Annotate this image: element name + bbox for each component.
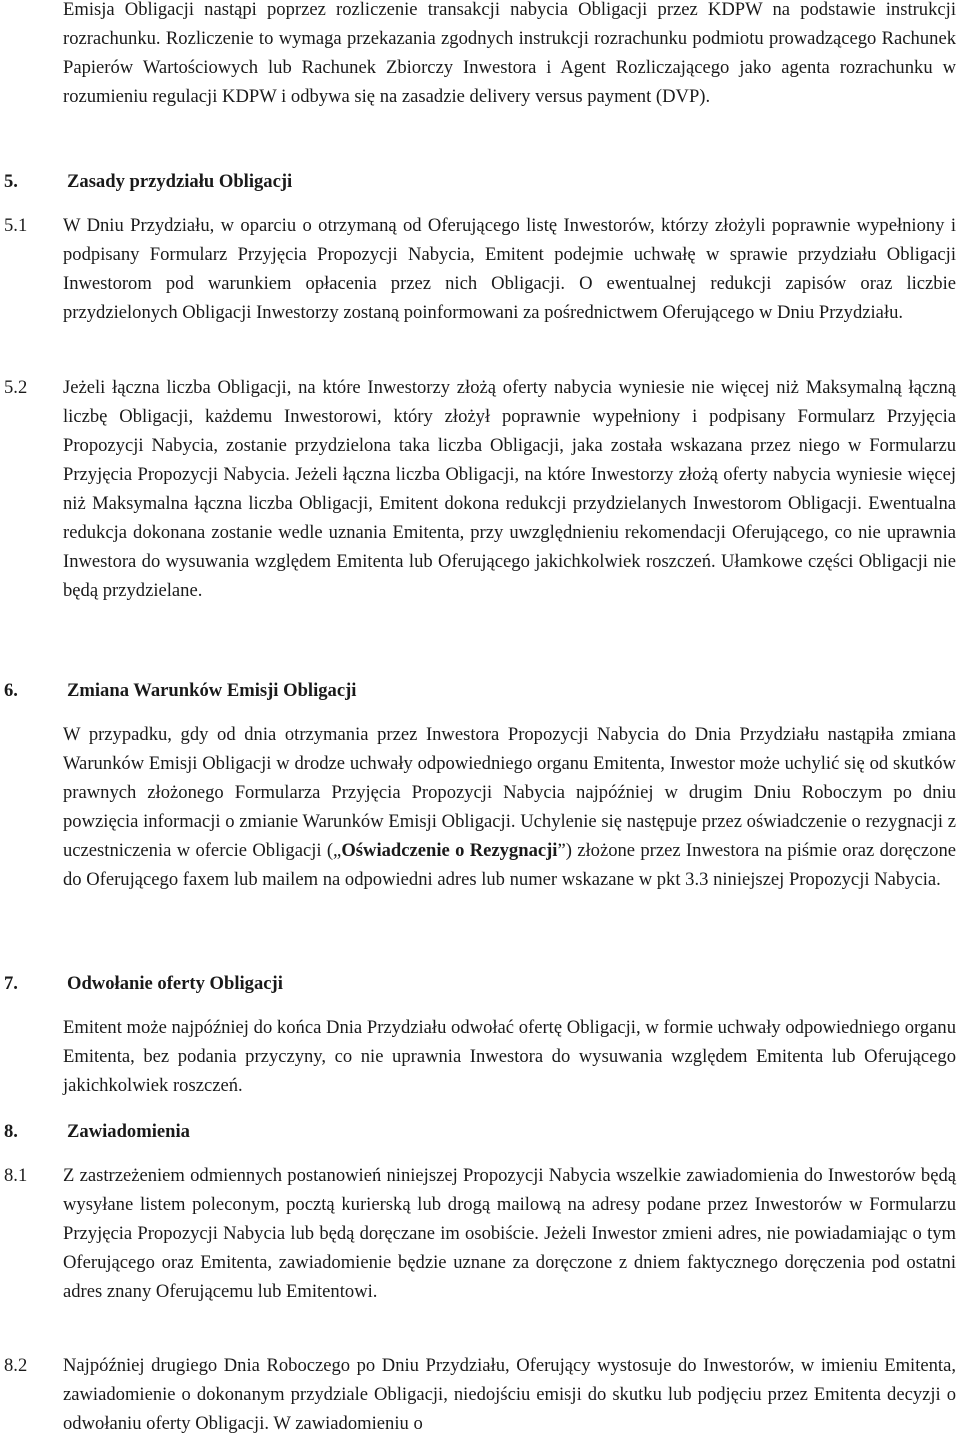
section-5-number: 5. [4, 171, 18, 192]
section-7-paragraph: Emitent może najpóźniej do końca Dnia Przydziału odwołać ofertę Obligacji, w formie uchwały odpowiedniego organu Emitenta, bez podania przyczyny, co nie uprawnia Inwestora do wysuwania względem Emitenta lub Oferującego jakichkolwiek roszczeń. [63, 1017, 956, 1096]
intro-paragraph: Emisja Obligacji nastąpi poprzez rozliczenie transakcji nabycia Obligacji przez KDPW na podstawie instrukcji rozrachunku. Rozliczenie to wymaga przekazania zgodnych instrukcji rozrachunku podmiotu prowadzącego Rachunek Papierów Wartościowych lub Rachunek Zbiorczy Inwestora i Agent Rozliczającego jako agenta rozrachunku w rozumieniu regulacji KDPW i odbywa się na zasadzie delivery versus payment (DVP). [63, 0, 956, 107]
paragraph-5-1-text: W Dniu Przydziału, w oparciu o otrzymaną od Oferującego listę Inwestorów, którzy złożyli poprawnie wypełniony i podpisany Formularz Przyjęcia Propozycji Nabycia, Emitent podejmie uchwałę w sprawie przydziału Obligacji Inwestorom pod warunkiem opłacenia przez nich Obligacji. O ewentualnej redukcji zapisów oraz liczbie przydzielonych Obligacji Inwestorzy zostaną poinformowani za pośrednictwem Oferującego w Dniu Przydziału. [63, 215, 956, 323]
section-7-number: 7. [4, 973, 18, 994]
paragraph-8-2-text: Najpóźniej drugiego Dnia Roboczego po Dniu Przydziału, Oferujący wystosuje do Inwestorów, w imieniu Emitenta, zawiadomienie o dokonanym przydziale Obligacji, niedojściu emisji do skutku lub podjęciu przez Emitenta decyzji o odwołaniu oferty Obligacji. W zawiadomieniu o [63, 1355, 956, 1434]
paragraph-5-1-number: 5.1 [4, 215, 28, 236]
paragraph-8-2-number: 8.2 [4, 1355, 28, 1376]
section-6-text-bold: Oświadczenie o Rezygnacji [341, 840, 558, 861]
section-6-title: Zmiana Warunków Emisji Obligacji [67, 680, 357, 701]
section-5-title: Zasady przydziału Obligacji [67, 171, 293, 192]
paragraph-5-2-text: Jeżeli łączna liczba Obligacji, na które Inwestorzy złożą oferty nabycia wyniesie nie więcej niż Maksymalną łączną liczbę Obligacji, każdemu Inwestorowi, który złożył poprawnie wypełniony i podpisany Formularz Przyjęcia Propozycji Nabycia, zostanie przydzielona taka liczba Obligacji, jaka została wskazana przez niego w Formularzu Przyjęcia Propozycji Nabycia. Jeżeli łączna liczba Obligacji, na które Inwestorzy złożą oferty nabycia wyniesie więcej niż Maksymalna łączna liczba Obligacji, Emitent dokona redukcji przydzielanych Inwestorom Obligacji. Ewentualna redukcja dokonana zostanie wedle uznania Emitenta, przy uwzględnieniu rekomendacji Oferującego, co nie uprawnia Inwestora do wysuwania względem Emitenta lub Oferującego jakichkolwiek roszczeń. Ułamkowe części Obligacji nie będą przydzielane. [63, 377, 956, 601]
paragraph-5-2-number: 5.2 [4, 377, 28, 398]
section-6-text-start: W przypadku, gdy od dnia otrzymania przez Inwestora Propozycji Nabycia do Dnia Przydziału nastąpiła zmiana Warunków Emisji Obligacji w drodze uchwały odpowiedniego organu Emitenta, Inwestor może uchylić się od skutków prawnych złożonego Formularza Przyjęcia Propozycji Nabycia najpóźniej w drugim Dniu Roboczym po dniu powzięcia informacji o zmianie Warunków Emisji Obligacji. Uchylenie się następuje przez oświadczenie o rezygnacji z uczestniczenia w ofercie Obligacji („ [63, 724, 956, 861]
section-6-paragraph [63, 720, 956, 894]
section-6-text-end: ”) złożone przez Inwestora na piśmie oraz doręczone do Oferującego faxem lub mailem na odpowiedni adres lub numer wskazane w pkt 3.3 niniejszej Propozycji Nabycia. [63, 840, 957, 890]
section-8-title: Zawiadomienia [67, 1121, 190, 1142]
section-8-number: 8. [4, 1121, 18, 1142]
paragraph-8-1-number: 8.1 [4, 1165, 28, 1186]
section-6-number: 6. [4, 680, 18, 701]
paragraph-8-1-text: Z zastrzeżeniem odmiennych postanowień niniejszej Propozycji Nabycia wszelkie zawiadomienia do Inwestorów będą wysyłane listem poleconym, pocztą kurierską lub drogą mailową na adresy podane przez Inwestorów w Formularzu Przyjęcia Propozycji Nabycia lub będą doręczane im osobiście. Jeżeli Inwestor zmieni adres, nie powiadamiając o tym Oferującego oraz Emitenta, zawiadomienie będzie uznane za doręczone z dniem faktycznego doręczenia pod ostatni adres znany Oferującemu lub Emitentowi. [63, 1165, 956, 1302]
section-7-title: Odwołanie oferty Obligacji [67, 973, 283, 994]
